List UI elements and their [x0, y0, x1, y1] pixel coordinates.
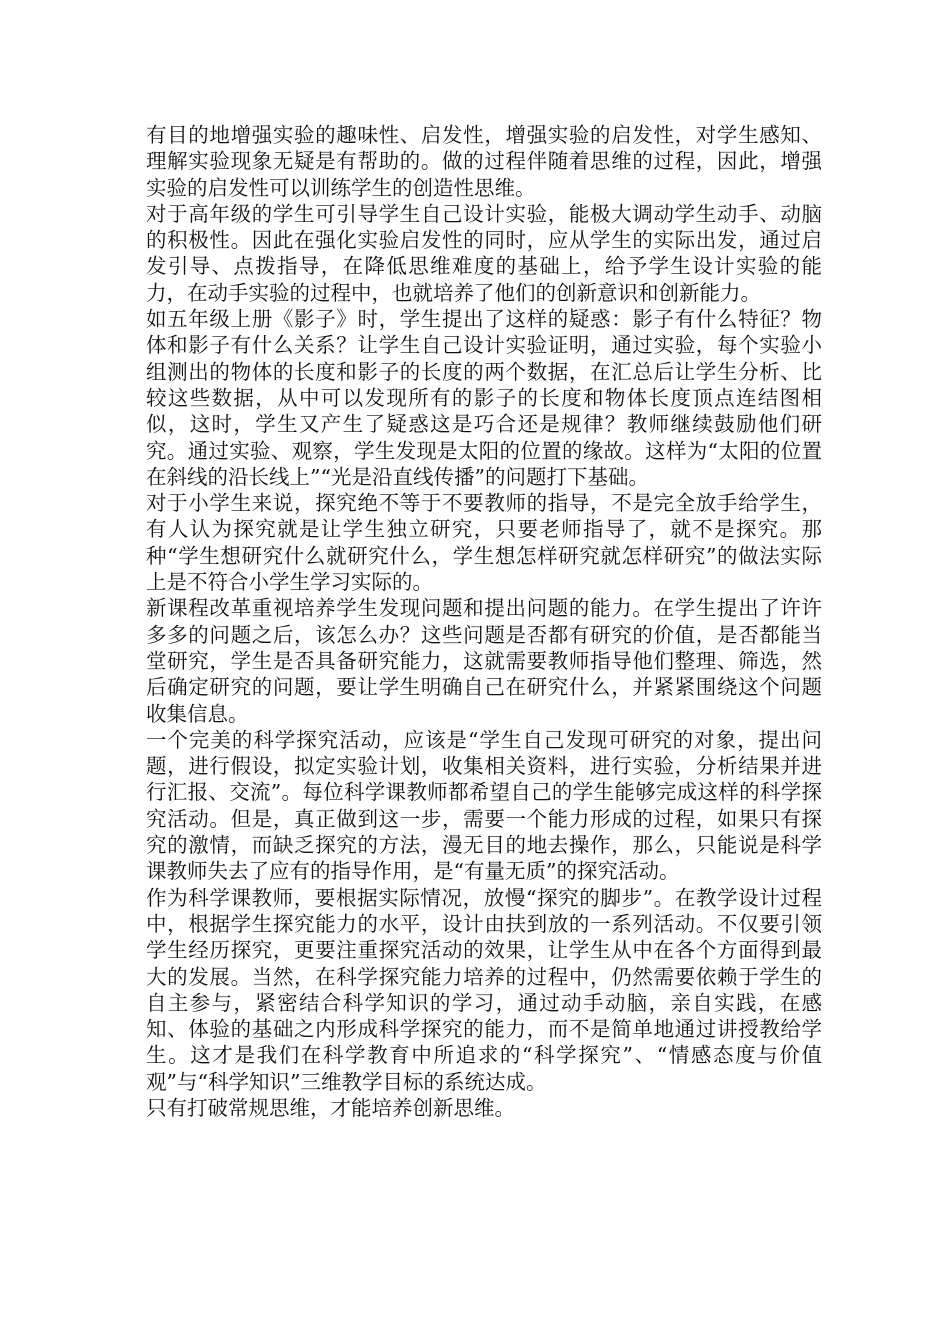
paragraph-6: 一个完美的科学探究活动，应该是“学生自己发现可研究的对象，提出问题，进行假设，拟定实验计划，收集相关资料，进行实验，分析结果并进行汇报、交流”。每位科学课教师都希望自己的学生能够完成这样的科学探究活动。但是，真正做到这一步，需要一个能力形成的过程，如果只有探究的激情，而缺乏探究的方法，漫无目的地去操作，那么，只能说是科学课教师失去了应有的指导作用，是“有量无质”的探究活动。 — [146, 727, 822, 884]
paragraph-4: 对于小学生来说，探究绝不等于不要教师的指导，不是完全放手给学生，有人认为探究就是让学生独立研究，只要老师指导了，就不是探究。那种“学生想研究什么就研究什么，学生想怎样研究就怎样研究”的做法实际上是不符合小学生学习实际的。 — [146, 491, 822, 595]
document-body — [146, 122, 822, 1121]
paragraph-2: 对于高年级的学生可引导学生自己设计实验，能极大调动学生动手、动脑的积极性。因此在强化实验启发性的同时，应从学生的实际出发，通过启发引导、点拨指导，在降低思维难度的基础上，给予学生设计实验的能力，在动手实验的过程中，也就培养了他们的创新意识和创新能力。 — [146, 201, 822, 305]
paragraph-8: 只有打破常规思维，才能培养创新思维。 — [146, 1095, 515, 1120]
paragraph-1: 有目的地增强实验的趣味性、启发性，增强实验的启发性，对学生感知、理解实验现象无疑是有帮助的。做的过程伴随着思维的过程，因此，增强实验的启发性可以训练学生的创造性思维。 — [146, 123, 822, 200]
paragraph-5: 新课程改革重视培养学生发现问题和提出问题的能力。在学生提出了许许多多的问题之后，该怎么办？这些问题是否都有研究的价值，是否都能当堂研究，学生是否具备研究能力，这就需要教师指导他们整理、筛选，然后确定研究的问题，要让学生明确自己在研究什么，并紧紧围绕这个问题收集信息。 — [146, 596, 822, 726]
paragraph-3: 如五年级上册《影子》时，学生提出了这样的疑惑：影子有什么特征？物体和影子有什么关系？让学生自己设计实验证明，通过实验，每个实验小组测出的物体的长度和影子的长度的两个数据，在汇总后让学生分析、比较这些数据，从中可以发现所有的影子的长度和物体长度顶点连结图相似，这时，学生又产生了疑惑这是巧合还是规律？教师继续鼓励他们研究。通过实验、观察，学生发现是太阳的位置的缘故。这样为“太阳的位置在斜线的沿长线上”“光是沿直线传播”的问题打下基础。 — [146, 307, 822, 489]
paragraph-7: 作为科学课教师，要根据实际情况，放慢“探究的脚步”。在教学设计过程中，根据学生探究能力的水平，设计由扶到放的一系列活动。不仅要引领学生经历探究，更要注重探究活动的效果，让学生从中在各个方面得到最大的发展。当然，在科学探究能力培养的过程中，仍然需要依赖于学生的自主参与，紧密结合科学知识的学习，通过动手动脑，亲自实践，在感知、体验的基础之内形成科学探究的能力，而不是简单地通过讲授教给学生。这才是我们在科学教育中所追求的“科学探究”、“情感态度与价值观”与“科学知识”三维教学目标的系统达成。 — [146, 885, 822, 1094]
